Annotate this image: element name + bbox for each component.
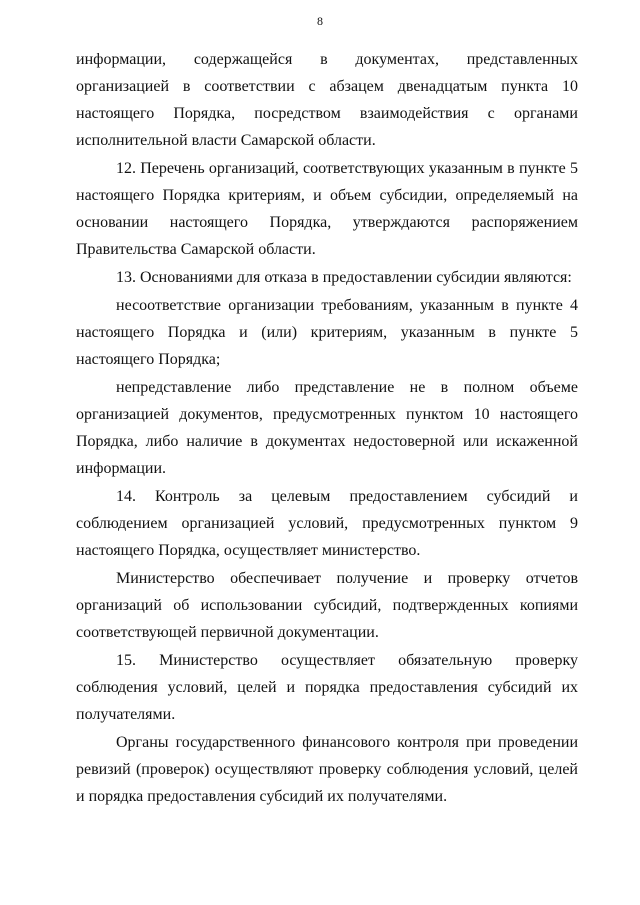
- paragraph-14-ministry: Министерство обеспечивает получение и проверку отчетов организаций об использовании субсидий, подтвержденных копиями соответствующей первичной документации.: [76, 570, 578, 641]
- paragraph-15: 15. Министерство осуществляет обязательную проверку соблюдения условий, целей и порядка предоставления субсидий их получателями.: [76, 652, 578, 723]
- paragraph-12: 12. Перечень организаций, соответствующих указанным в пункте 5 настоящего Порядка критериям, и объем субсидии, определяемый на основании настоящего Порядка, утверждаются распоряжением Правительства Самарской области.: [76, 160, 578, 258]
- paragraph-13-item-1: несоответствие организации требованиям, указанным в пункте 4 настоящего Порядка и (или) критериям, указанным в пункте 5 настоящего Порядка;: [76, 297, 578, 368]
- page-number: 8: [317, 14, 323, 28]
- paragraph-13: 13. Основаниями для отказа в предоставлении субсидии являются:: [116, 269, 572, 286]
- paragraph-14: 14. Контроль за целевым предоставлением субсидий и соблюдением организацией условий, предусмотренных пунктом 9 настоящего Порядка, осуществляет министерство.: [76, 488, 578, 559]
- paragraph-15-control-bodies: Органы государственного финансового контроля при проведении ревизий (проверок) осуществляют проверку соблюдения условий, целей и порядка предоставления субсидий их получателями.: [76, 734, 578, 805]
- paragraph-13-item-2: непредставление либо представление не в полном объеме организацией документов, предусмотренных пунктом 10 настоящего Порядка, либо наличие в документах недостоверной или искаженной информации.: [76, 379, 578, 477]
- paragraph-continuation: информации, содержащейся в документах, представленных организацией в соответствии с абзацем двенадцатым пункта 10 настоящего Порядка, посредством взаимодействия с органами исполнительной власти Самарской области.: [76, 51, 578, 149]
- document-body: [76, 46, 578, 810]
